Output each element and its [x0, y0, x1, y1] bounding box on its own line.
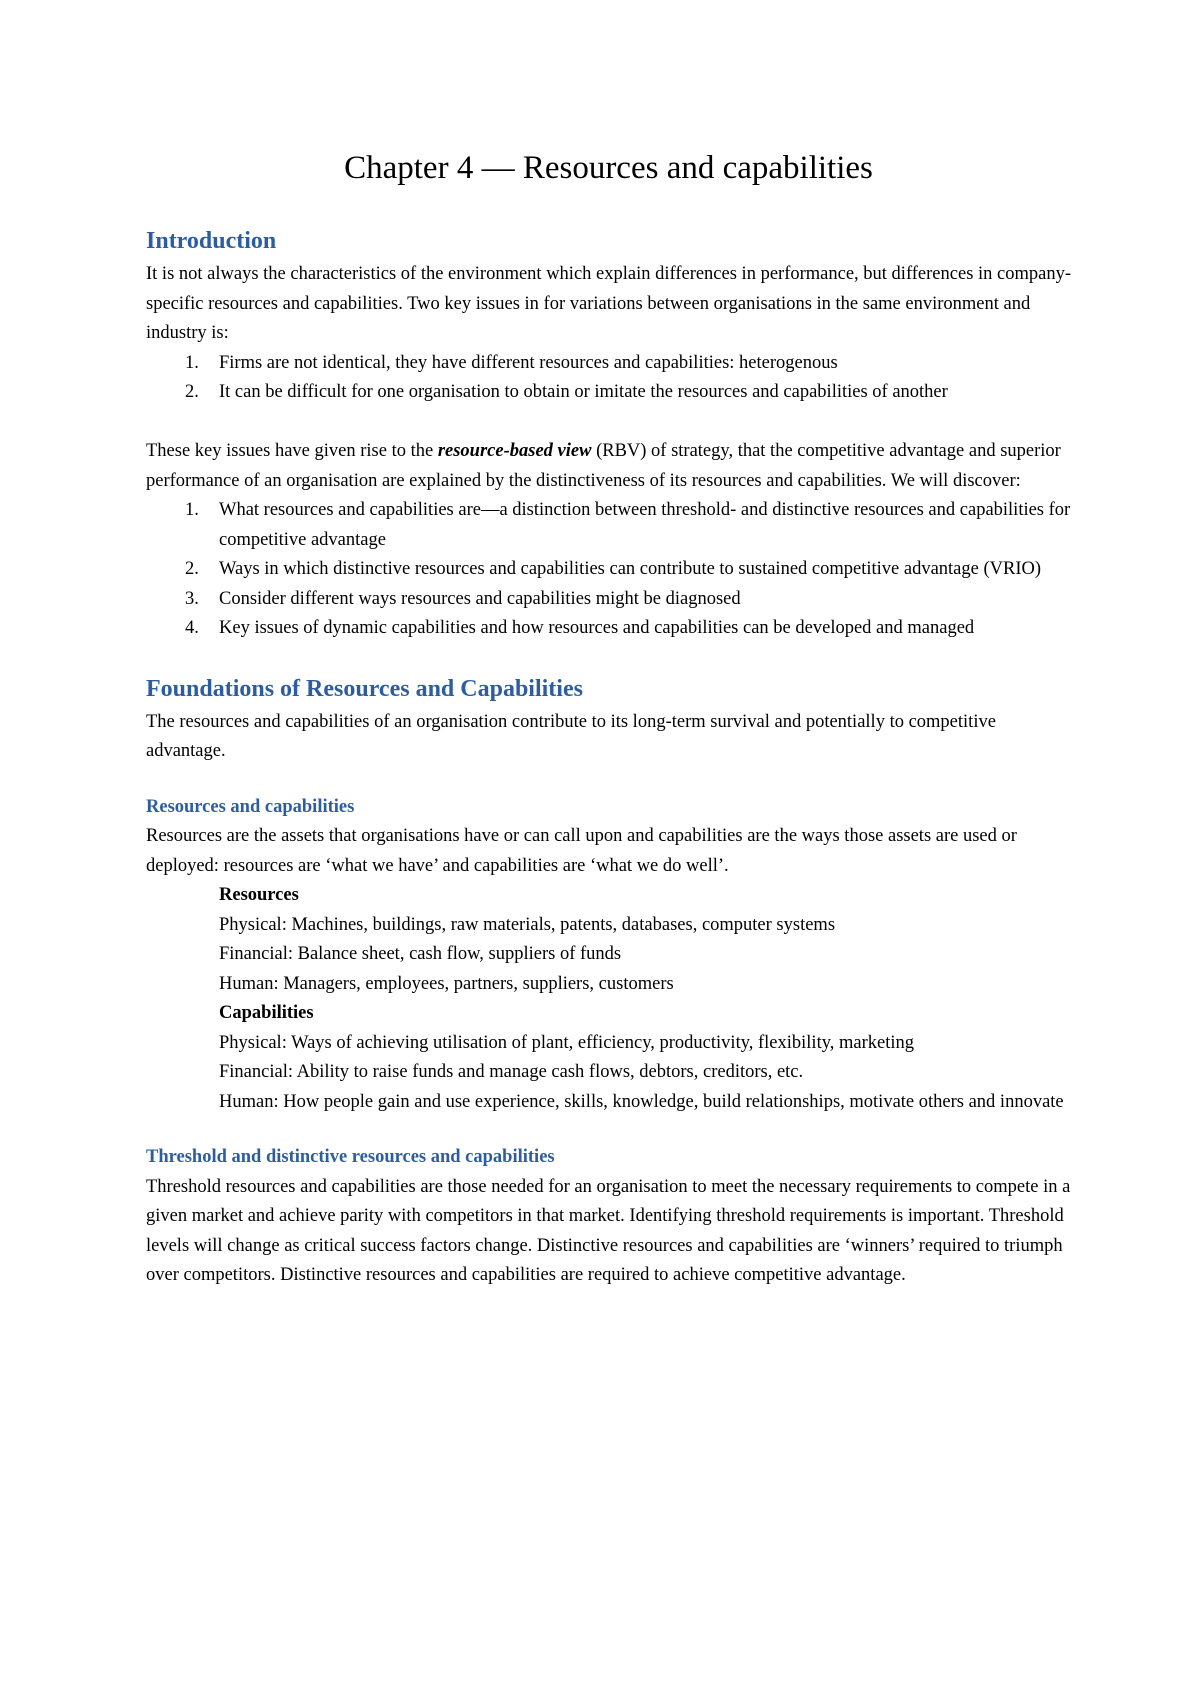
list-text: Firms are not identical, they have different resources and capabilities: heterogenous: [219, 352, 838, 373]
heading-introduction: Introduction: [146, 228, 277, 254]
intro-paragraph: It is not always the characteristics of the environment which explain differences in performance, but differences in company-specific resources and capabilities. Two key issues in for variations between organisations in the same environment and industry is:: [146, 264, 1071, 343]
intro-list: [146, 349, 1071, 408]
list-number: 1.: [185, 352, 199, 373]
list-item: [146, 555, 1071, 585]
page-title: Chapter 4 — Resources and capabilities: [344, 150, 873, 186]
resources-label: Resources: [219, 885, 299, 905]
heading-resources-capabilities: Resources and capabilities: [146, 796, 355, 817]
list-text: Consider different ways resources and capabilities might be diagnosed: [219, 588, 741, 609]
rbv-paragraph: [146, 437, 1071, 496]
resource-item: Physical: Machines, buildings, raw materials, patents, databases, computer systems: [219, 914, 836, 935]
discover-list: [146, 496, 1071, 644]
rbv-text-after: (RBV) of strategy, that the competitive advantage and superior performance of an organisation are explained by the distinctiveness of its resources and capabilities. We will discover:: [146, 441, 1061, 491]
list-text: Ways in which distinctive resources and capabilities can contribute to sustained competitive advantage (VRIO): [219, 559, 1042, 579]
rc-paragraph: Resources are the assets that organisations have or can call upon and capabilities are the ways those assets are used or deployed: resources are ‘what we have’ and capabilities are ‘what we do well’.: [146, 826, 1017, 876]
capabilities-label: Capabilities: [219, 1003, 314, 1023]
list-text: What resources and capabilities are—a distinction between threshold- and distinctive resources and capabilities for competitive advantage: [219, 500, 1071, 550]
list-number: 3.: [185, 588, 199, 609]
list-text: Key issues of dynamic capabilities and how resources and capabilities can be developed and managed: [219, 618, 975, 638]
rbv-keyword: resource-based view: [437, 441, 592, 461]
foundations-paragraph: The resources and capabilities of an organisation contribute to its long-term survival and potentially to competitive advantage.: [146, 711, 996, 761]
heading-threshold: Threshold and distinctive resources and capabilities: [146, 1147, 555, 1167]
list-item: [146, 614, 1071, 644]
rbv-text-before: These key issues have given rise to the: [146, 441, 438, 461]
list-item: [146, 378, 1071, 408]
list-number: 4.: [185, 618, 199, 638]
list-number: 1.: [185, 500, 199, 520]
list-number: 2.: [185, 382, 199, 402]
document-page: [146, 140, 1071, 1291]
list-item: [146, 349, 1071, 379]
list-item: [146, 496, 1071, 555]
list-item: [146, 585, 1071, 615]
capability-item: Physical: Ways of achieving utilisation of plant, efficiency, productivity, flexibility, marketing: [219, 1032, 915, 1053]
list-number: 2.: [185, 559, 199, 579]
list-text: It can be difficult for one organisation to obtain or imitate the resources and capabilities of another: [219, 382, 948, 402]
rc-details: [146, 881, 1071, 1117]
resource-item: Human: Managers, employees, partners, suppliers, customers: [219, 973, 674, 994]
heading-foundations: Foundations of Resources and Capabilities: [146, 675, 583, 702]
resource-item: Financial: Balance sheet, cash flow, suppliers of funds: [219, 944, 622, 964]
capability-item: Financial: Ability to raise funds and manage cash flows, debtors, creditors, etc.: [219, 1062, 804, 1082]
threshold-paragraph: Threshold resources and capabilities are those needed for an organisation to meet the necessary requirements to compete in a given market and achieve parity with competitors in that market. Identifying threshold requirements is important. Threshold levels will change as critical success factors change. Distinctive resources and capabilities are ‘winners’ required to triumph over competitors. Distinctive resources and capabilities are required to achieve competitive advantage.: [146, 1176, 1071, 1285]
capability-item: Human: How people gain and use experience, skills, knowledge, build relationships, motivate others and innovate: [219, 1091, 1064, 1112]
